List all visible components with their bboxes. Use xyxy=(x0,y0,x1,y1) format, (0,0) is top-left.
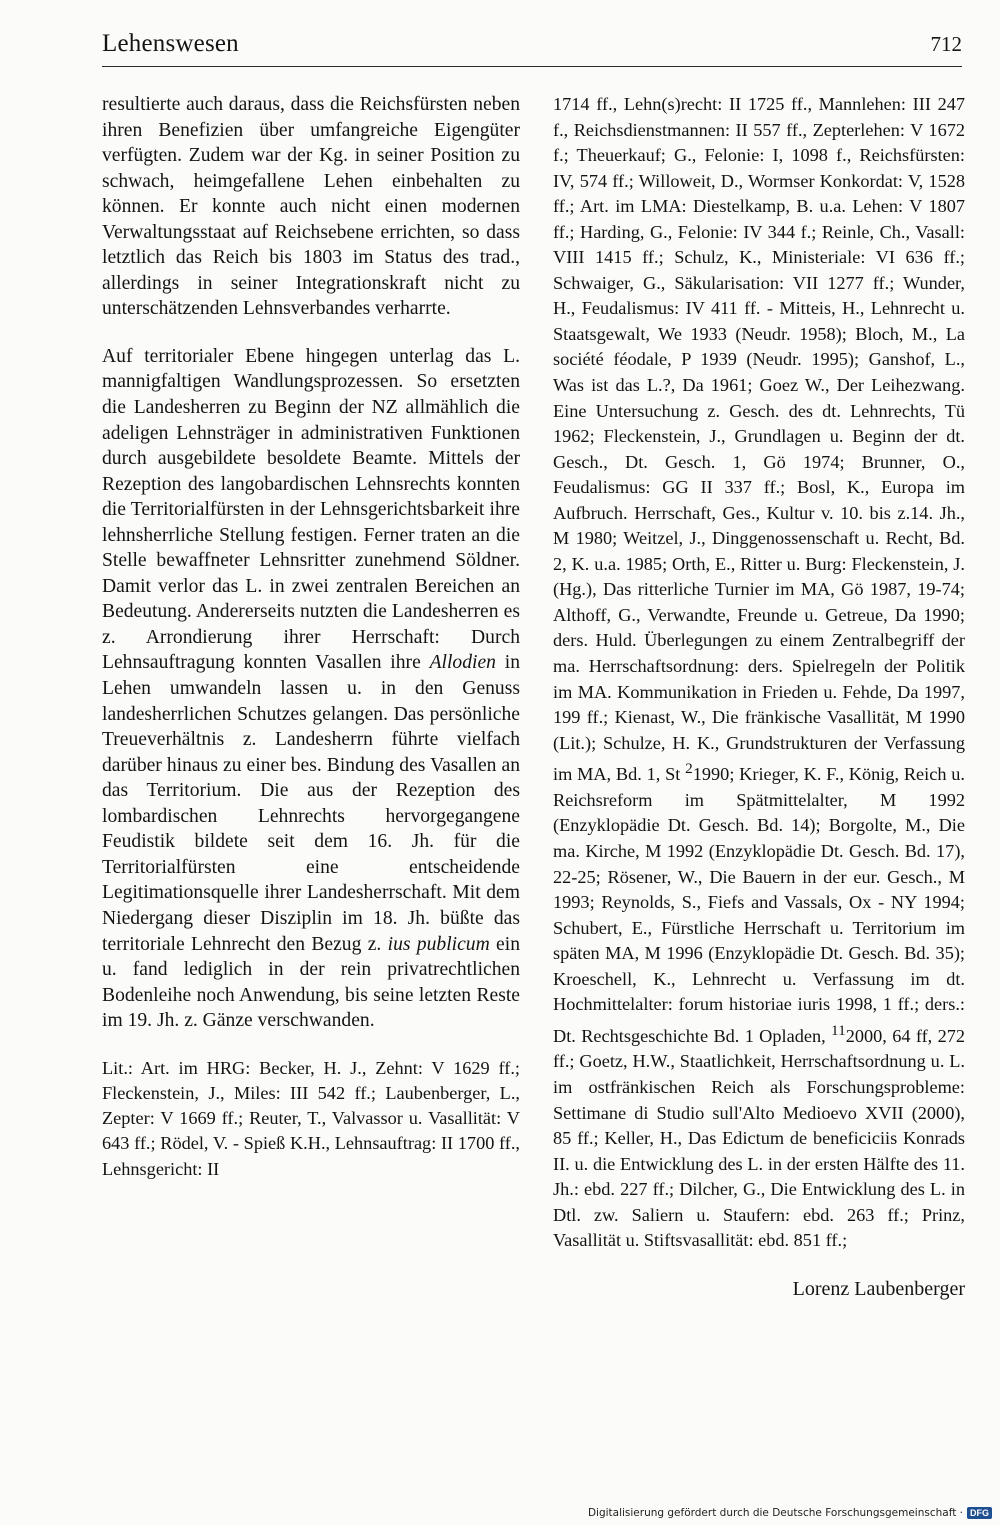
term-ius-publicum: ius publicum xyxy=(387,933,490,955)
page-number: 712 xyxy=(930,32,962,56)
refs-text-b: 1990; Krieger, K. F., König, Reich u. Reichsreform im Spätmittelalter, M 1992 (Enzyklopädie Dt. Gesch. Bd. 14); Borgolte, M., Die ma. Kirche, M 1992 (Enzyklopädie Dt. Gesch. Bd. 17), 22-25; Rösener, W., Die Bauern in der eur. Gesch., M 1993; Reynolds, S., Fiefs and Vassals, Ox - NY 1994; Schubert, E., Fürstliche Herrschaft u. Territorium im späten MA, M 1996 (Enzyklopädie Dt. Gesch. Bd. 35); Kroeschell, K., Lehnrecht u. Verfassung im dt. Hochmittelalter: forum historiae iuris 1998, 1 ff.; ders.: Dt. Rechtsgeschichte Bd. 1 Opladen, xyxy=(553,764,966,1046)
digitization-footer xyxy=(588,1507,992,1519)
edition-superscript-1: 2 xyxy=(685,760,693,778)
paragraph-2-text-a: Auf territorialer Ebene hingegen unterlag das L. mannigfaltigen Wandlungsprozessen. So ersetzten die Landesherren zu Beginn der NZ allmählich die adeligen Lehnsträger in administrativen Funktionen durch ausgebildete besoldete Beamte. Mittels der Rezeption des langobardischen Lehnsrechts konnten die Territorialfürsten in der Lehnsgerichtsbarkeit ihre lehnsherrliche Stellung festigen. Ferner traten an die Stelle bewaffneter Lehnsritter zunehmend Söldner. Damit verlor das L. in zwei zentralen Bereichen an Bedeutung. Andererseits nutzten die Landesherren es z. Arrondierung ihrer Herrschaft: Durch Lehnsauftragung konnten Vasallen ihre xyxy=(102,345,520,674)
right-column xyxy=(553,92,965,1302)
edition-superscript-2: 11 xyxy=(831,1021,846,1039)
paragraph-2 xyxy=(102,344,520,1034)
paragraph-1: resultierte auch daraus, dass die Reichsfürsten neben ihren Benefizien über umfangreiche Eigengüter verfügten. Zudem war der Kg. in seiner Position zu schwach, heimgefallene Lehen einbehalten zu können. Er konnte auch nicht einen modernen Verwaltungsstaat auf Reichsebene errichten, so dass letztlich das Reich bis 1803 im Status des trad., allerdings in seiner Integrationskraft nicht zu unterschätzenden Lehnsverbandes verharrte. xyxy=(102,94,520,320)
refs-text-c: 2000, 64 ff, 272 ff.; Goetz, H.W., Staatlichkeit, Herrschaftsordnung u. L. im ostfränkischen Reich als Forschungsprobleme: Settimane di Studio sull'Alto Medioevo XVII (2000), 85 ff.; Keller, H., Das Edictum de beneficiciis Konrads II. u. die Entwicklung des L. in der ersten Hälfte des 11. Jh.: ebd. 227 ff.; Dilcher, G., Die Entwicklung des L. in Dtl. zw. Saliern u. Staufern: ebd. 263 ff.; Prinz, Vasallität u. Stiftsvasallität: ebd. 851 ff.; xyxy=(553,1025,966,1251)
running-header xyxy=(102,30,962,67)
footer-text: Digitalisierung gefördert durch die Deutsche Forschungsgemeinschaft · xyxy=(587,1507,963,1519)
references-continued xyxy=(553,92,965,1254)
dfg-logo-icon: DFG xyxy=(967,1507,992,1519)
paragraph-2-text-b: in Lehen umwandeln lassen u. in den Genuss landesherrlichen Schutzes gelangen. Das persönliche Treueverhältnis z. Landesherrn führte vielfach darüber hinaus zu einer bes. Bindung des Vasallen an das Territorium. Die aus der Rezeption des lombardischen Lehnrechts hervorgegangene Feudistik bildete seit dem 16. Jh. für die Territorialfürsten eine entscheidende Legitimationsquelle ihrer Landesherrschaft. Mit dem Niedergang dieser Disziplin im 18. Jh. büßte das territoriale Lehnrecht den Bezug z. xyxy=(102,652,520,955)
author-signature: Lorenz Laubenberger xyxy=(792,1277,965,1300)
left-column xyxy=(102,92,520,1182)
literature-list: Lit.: Art. im HRG: Becker, H. J., Zehnt: V 1629 ff.; Fleckenstein, J., Miles: III 542 ff.; Laubenberger, L., Zepter: V 1669 ff.; Reuter, T., Valvassor u. Vasallität: V 643 ff.; Rödel, V. - Spieß K.H., Lehnsauftrag: II 1700 ff., Lehnsgericht: II xyxy=(102,1057,520,1179)
term-allodien: Allodien xyxy=(429,652,496,674)
refs-text-a: 1714 ff., Lehn(s)recht: II 1725 ff., Mannlehen: III 247 f., Reichsdienstmannen: II 557 ff., Zepterlehen: V 1672 f.; Theuerkauf; G., Felonie: I, 1098 f., Reichsfürsten: IV, 574 ff.; Willoweit, D., Wormser Konkordat: V, 1528 ff.; Art. im LMA: Diestelkamp, B. u.a. Lehen: V 1807 ff.; Harding, G., Felonie: IV 344 f.; Reinle, Ch., Vasall: VIII 1415 ff.; Schulz, K., Ministeriale: VI 636 ff.; Schwaiger, G., Säkularisation: VII 1277 ff.; Wunder, H., Feudalismus: IV 411 ff. - Mitteis, H., Lehnrecht u. Staatsgewalt, We 1933 (Neudr. 1958); Bloch, M., La société féodale, P 1939 (Neudr. 1995); Ganshof, L., Was ist das L.?, Da 1961; Goez W., Der Leihezwang. Eine Untersuchung z. Gesch. des dt. Lehnrechts, Tü 1962; Fleckenstein, J., Grundlagen u. Beginn der dt. Gesch., Dt. Gesch. 1, Gö 1974; Brunner, O., Feudalismus: GG II 337 ff.; Bosl, K., Europa im Aufbruch. Herrschaft, Ges., Kultur v. 10. bis z.14. Jh., M 1980; Weitzel, J., Dinggenossenschaft u. Recht, Bd. 2, K. u.a. 1985; Orth, E., Ritter u. Burg: Fleckenstein, J. (Hg.), Das ritterliche Turnier im MA, Gö 1987, 19-74; Althoff, G., Verwandte, Freunde u. Getreue, Da 1990; ders. Huld. Überlegungen zu einem Zentralbegriff der ma. Herrschaftsordnung: ders. Spielregeln der Politik im MA. Kommunikation in Frieden u. Fehde, Da 1997, 199 ff.; Kienast, W., Die fränkische Vasallität, M 1990 (Lit.); Schulze, H. K., Grundstrukturen der Verfassung im MA, Bd. 1, St xyxy=(553,94,965,785)
paragraph-2-text-c: ein u. fand lediglich in der rein privatrechtlichen Bodenleihe noch Anwendung, bis seine letzten Reste im 19. Jh. z. Gänze verschwanden. xyxy=(102,933,520,1032)
header-title: Lehenswesen xyxy=(102,30,239,57)
